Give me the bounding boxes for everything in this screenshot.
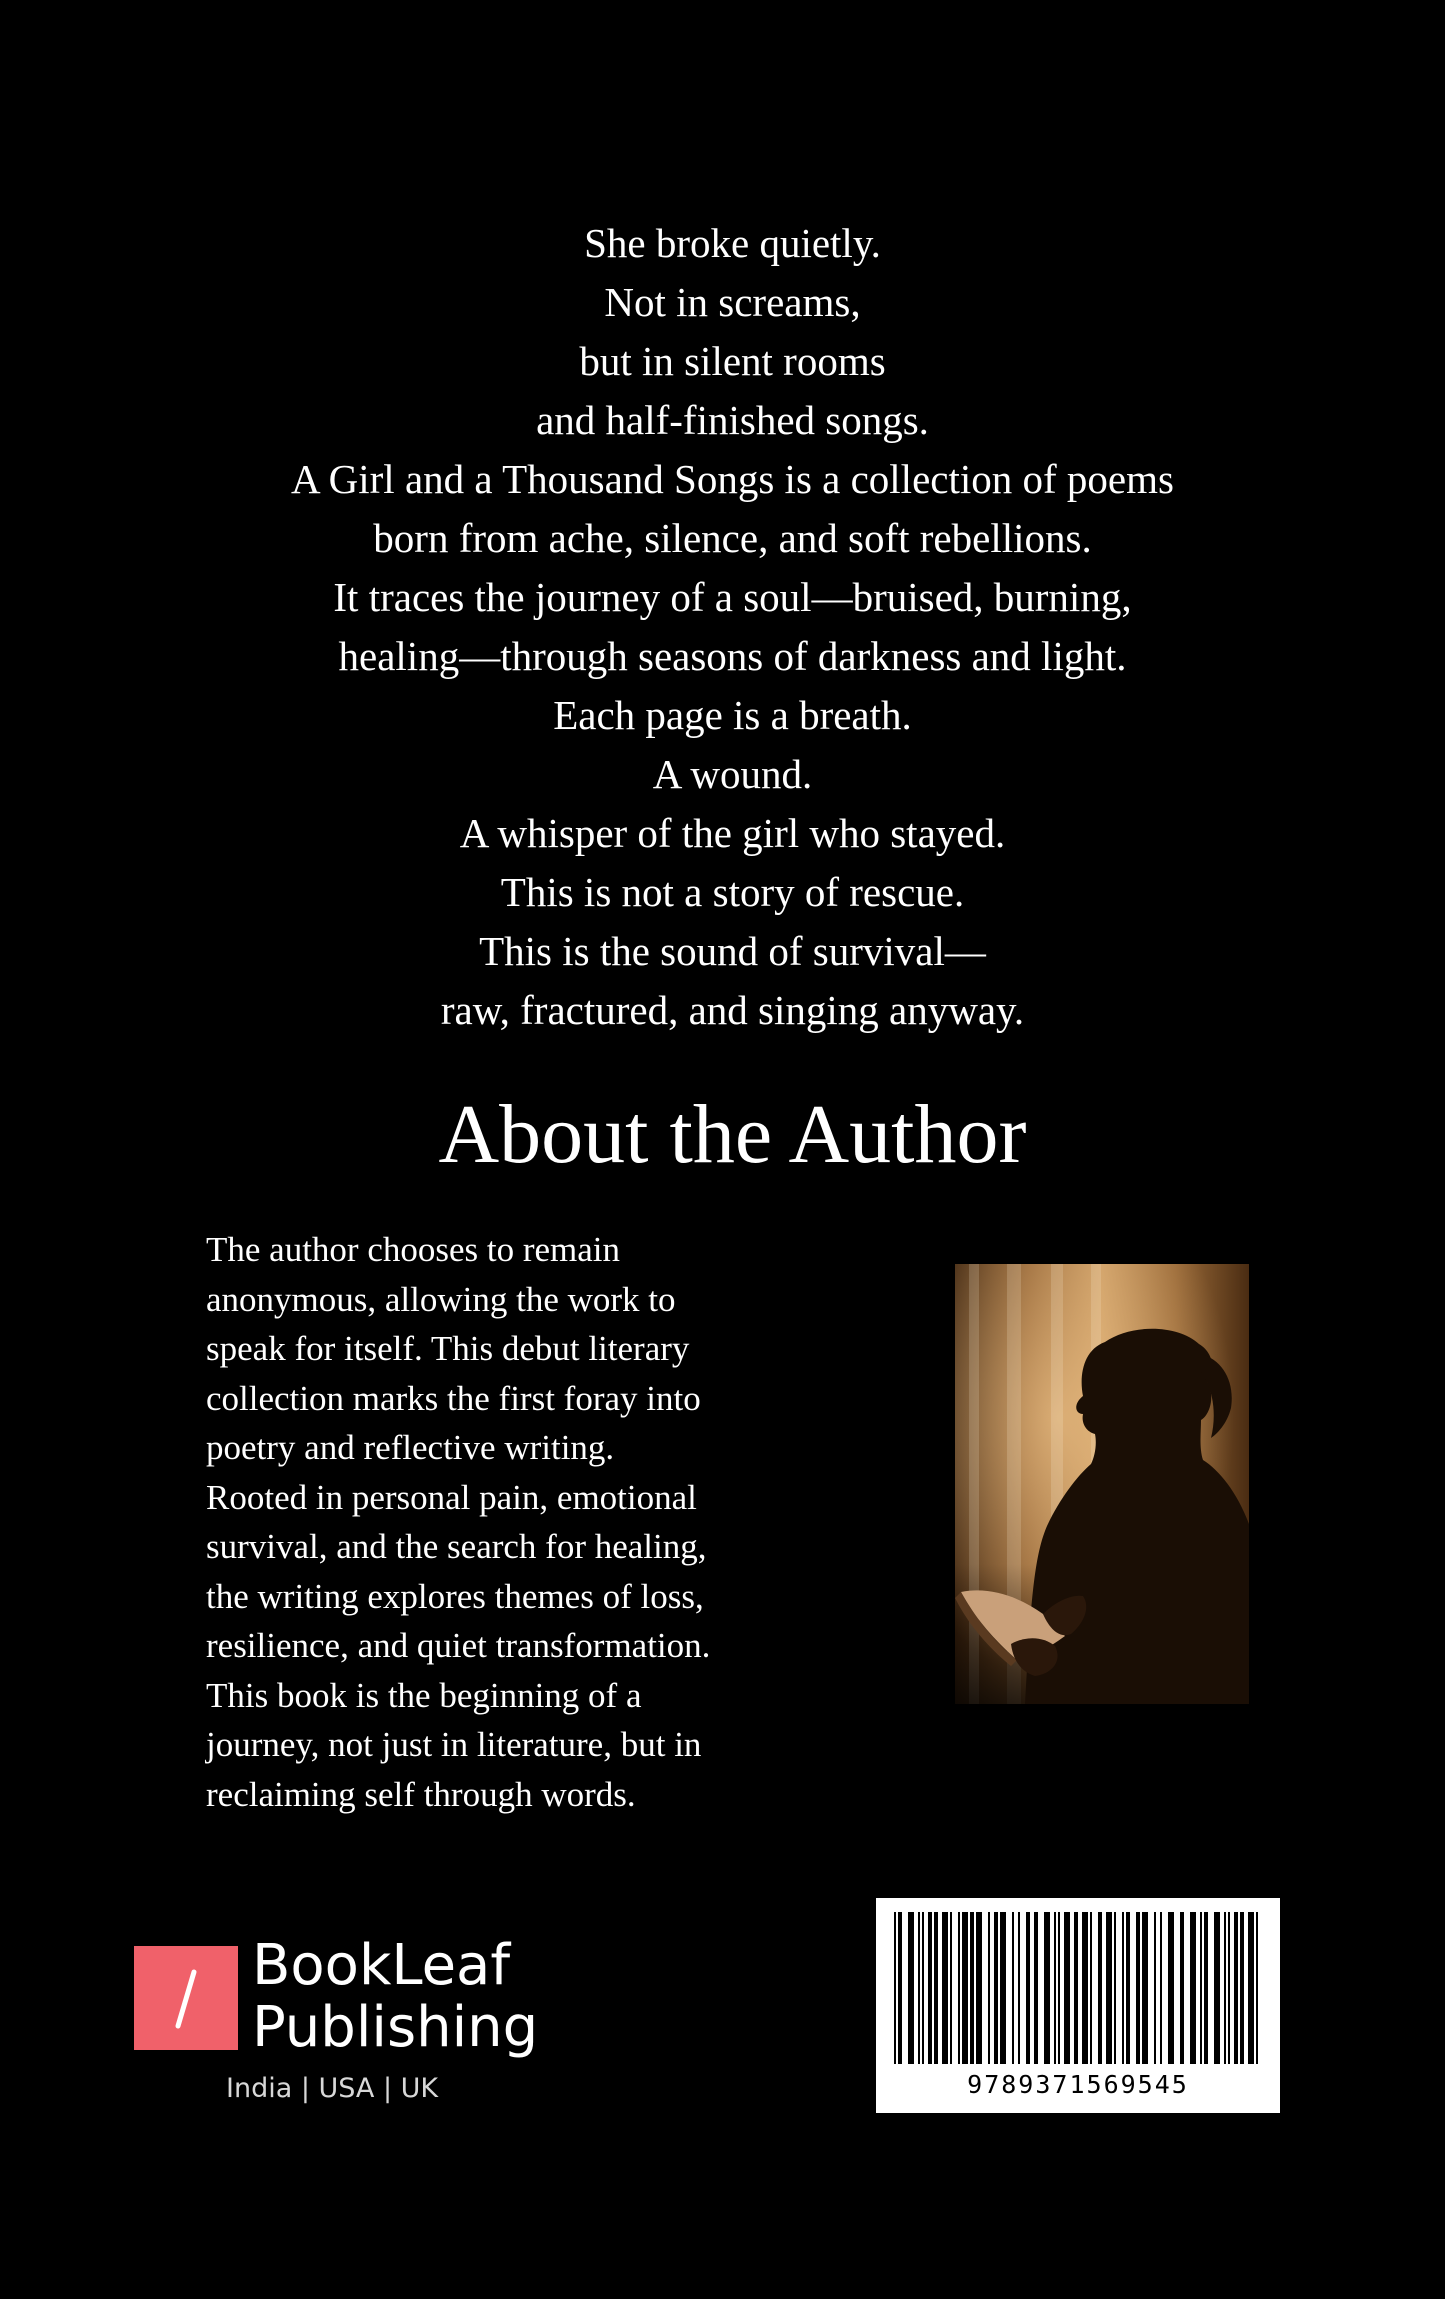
poem-line: A Girl and a Thousand Songs is a collection of poems xyxy=(291,456,1174,502)
bio-line: speak for itself. This debut literary xyxy=(206,1329,690,1368)
barcode-bar xyxy=(1114,1912,1116,2064)
isbn-barcode xyxy=(876,1898,1280,2113)
bio-line: Rooted in personal pain, emotional xyxy=(206,1477,697,1517)
publisher-logo-mark xyxy=(134,1946,238,2050)
barcode-bar xyxy=(1058,1912,1060,2064)
barcode-bar xyxy=(1098,1912,1102,2064)
barcode-bar xyxy=(962,1912,968,2064)
barcode-bar xyxy=(1044,1912,1050,2064)
bio-line: anonymous, allowing the work to xyxy=(206,1279,676,1319)
poem-line: but in silent rooms xyxy=(579,338,886,384)
barcode-bar xyxy=(1240,1912,1244,2064)
bio-line: The author chooses to remain xyxy=(206,1230,621,1269)
barcode-bar xyxy=(1034,1912,1038,2064)
barcode-bar xyxy=(970,1912,974,2064)
barcode-bar xyxy=(958,1912,960,2064)
barcode-bar xyxy=(934,1912,938,2064)
bio-line: collection marks the first foray into xyxy=(206,1378,701,1418)
publisher-name-line2: Publishing xyxy=(252,1995,539,2060)
barcode-bar xyxy=(1090,1912,1092,2064)
reading-girl-silhouette xyxy=(955,1264,1249,1704)
poem-line: Not in screams, xyxy=(604,279,861,325)
barcode-bar xyxy=(1204,1912,1208,2064)
slash-icon xyxy=(134,1946,238,2050)
poem-line: born from ache, silence, and soft rebellions. xyxy=(373,515,1092,561)
barcode-bar xyxy=(928,1912,932,2064)
barcode-bar xyxy=(1190,1912,1196,2064)
bio-line: journey, not just in literature, but in xyxy=(206,1725,702,1764)
poem-line: Each page is a breath. xyxy=(553,692,912,738)
barcode-bar xyxy=(994,1912,998,2064)
poem-line: She broke quietly. xyxy=(584,220,881,266)
barcode-bar xyxy=(1154,1912,1156,2064)
poem-line: This is the sound of survival— xyxy=(479,928,986,974)
blurb-poem xyxy=(0,214,1445,1040)
barcode-bar xyxy=(1234,1912,1238,2064)
barcode-bar xyxy=(1160,1912,1162,2064)
bio-line: poetry and reflective writing. xyxy=(206,1428,615,1467)
barcode-bar xyxy=(1200,1912,1202,2064)
author-silhouette-photo xyxy=(955,1264,1249,1704)
barcode-bar xyxy=(1168,1912,1174,2064)
publisher-name-line1: BookLeaf xyxy=(252,1933,511,1998)
barcode-bar xyxy=(1082,1912,1088,2064)
poem-line: healing—through seasons of darkness and light. xyxy=(338,633,1127,679)
barcode-bar xyxy=(1228,1912,1230,2064)
publisher-regions: India | USA | UK xyxy=(226,2073,439,2104)
barcode-bar xyxy=(898,1912,902,2064)
barcode-bar xyxy=(1248,1912,1254,2064)
barcode-bar xyxy=(1106,1912,1112,2064)
barcode-bar xyxy=(950,1912,952,2064)
bio-line: reclaiming self through words. xyxy=(206,1774,636,1814)
bio-line: resilience, and quiet transformation. xyxy=(206,1626,711,1665)
poem-line: A whisper of the girl who stayed. xyxy=(459,810,1006,856)
isbn-number: 9789371569545 xyxy=(967,2070,1189,2099)
barcode-bar xyxy=(908,1912,914,2064)
barcode-bar xyxy=(1122,1912,1124,2064)
barcode-bar xyxy=(1012,1912,1014,2064)
poem-line: It traces the journey of a soul—bruised, burning, xyxy=(333,574,1132,620)
poem-line: raw, fractured, and singing anyway. xyxy=(440,987,1025,1033)
poem-line: and half-finished songs. xyxy=(536,397,929,443)
barcode-bar xyxy=(1064,1912,1070,2064)
barcode-bar xyxy=(918,1912,920,2064)
barcode-bar xyxy=(894,1912,896,2064)
author-bio xyxy=(206,1225,806,1819)
bio-line: the writing explores themes of loss, xyxy=(206,1576,704,1616)
barcode-bar xyxy=(1256,1912,1258,2064)
about-author-heading: About the Author xyxy=(438,1088,1027,1181)
poem-line: This is not a story of rescue. xyxy=(500,869,965,915)
barcode-bar xyxy=(1018,1912,1020,2064)
bio-line: This book is the beginning of a xyxy=(206,1675,642,1715)
poem-line: A wound. xyxy=(652,751,813,797)
barcode-bar xyxy=(942,1912,948,2064)
barcode-bar xyxy=(1136,1912,1140,2064)
barcode-bar xyxy=(1054,1912,1056,2064)
barcode-bar xyxy=(1000,1912,1006,2064)
barcode-bars xyxy=(876,1898,1280,2070)
barcode-bar xyxy=(1126,1912,1130,2064)
barcode-bar xyxy=(922,1912,924,2064)
barcode-bar xyxy=(976,1912,982,2064)
barcode-bar xyxy=(1074,1912,1078,2064)
publisher-name xyxy=(252,1935,538,2059)
barcode-bar xyxy=(1214,1912,1220,2064)
barcode-bar xyxy=(1180,1912,1184,2064)
barcode-bar xyxy=(1026,1912,1030,2064)
barcode-bar xyxy=(1142,1912,1148,2064)
barcode-bar xyxy=(1224,1912,1226,2064)
bio-line: survival, and the search for healing, xyxy=(206,1527,707,1566)
barcode-bar xyxy=(988,1912,990,2064)
